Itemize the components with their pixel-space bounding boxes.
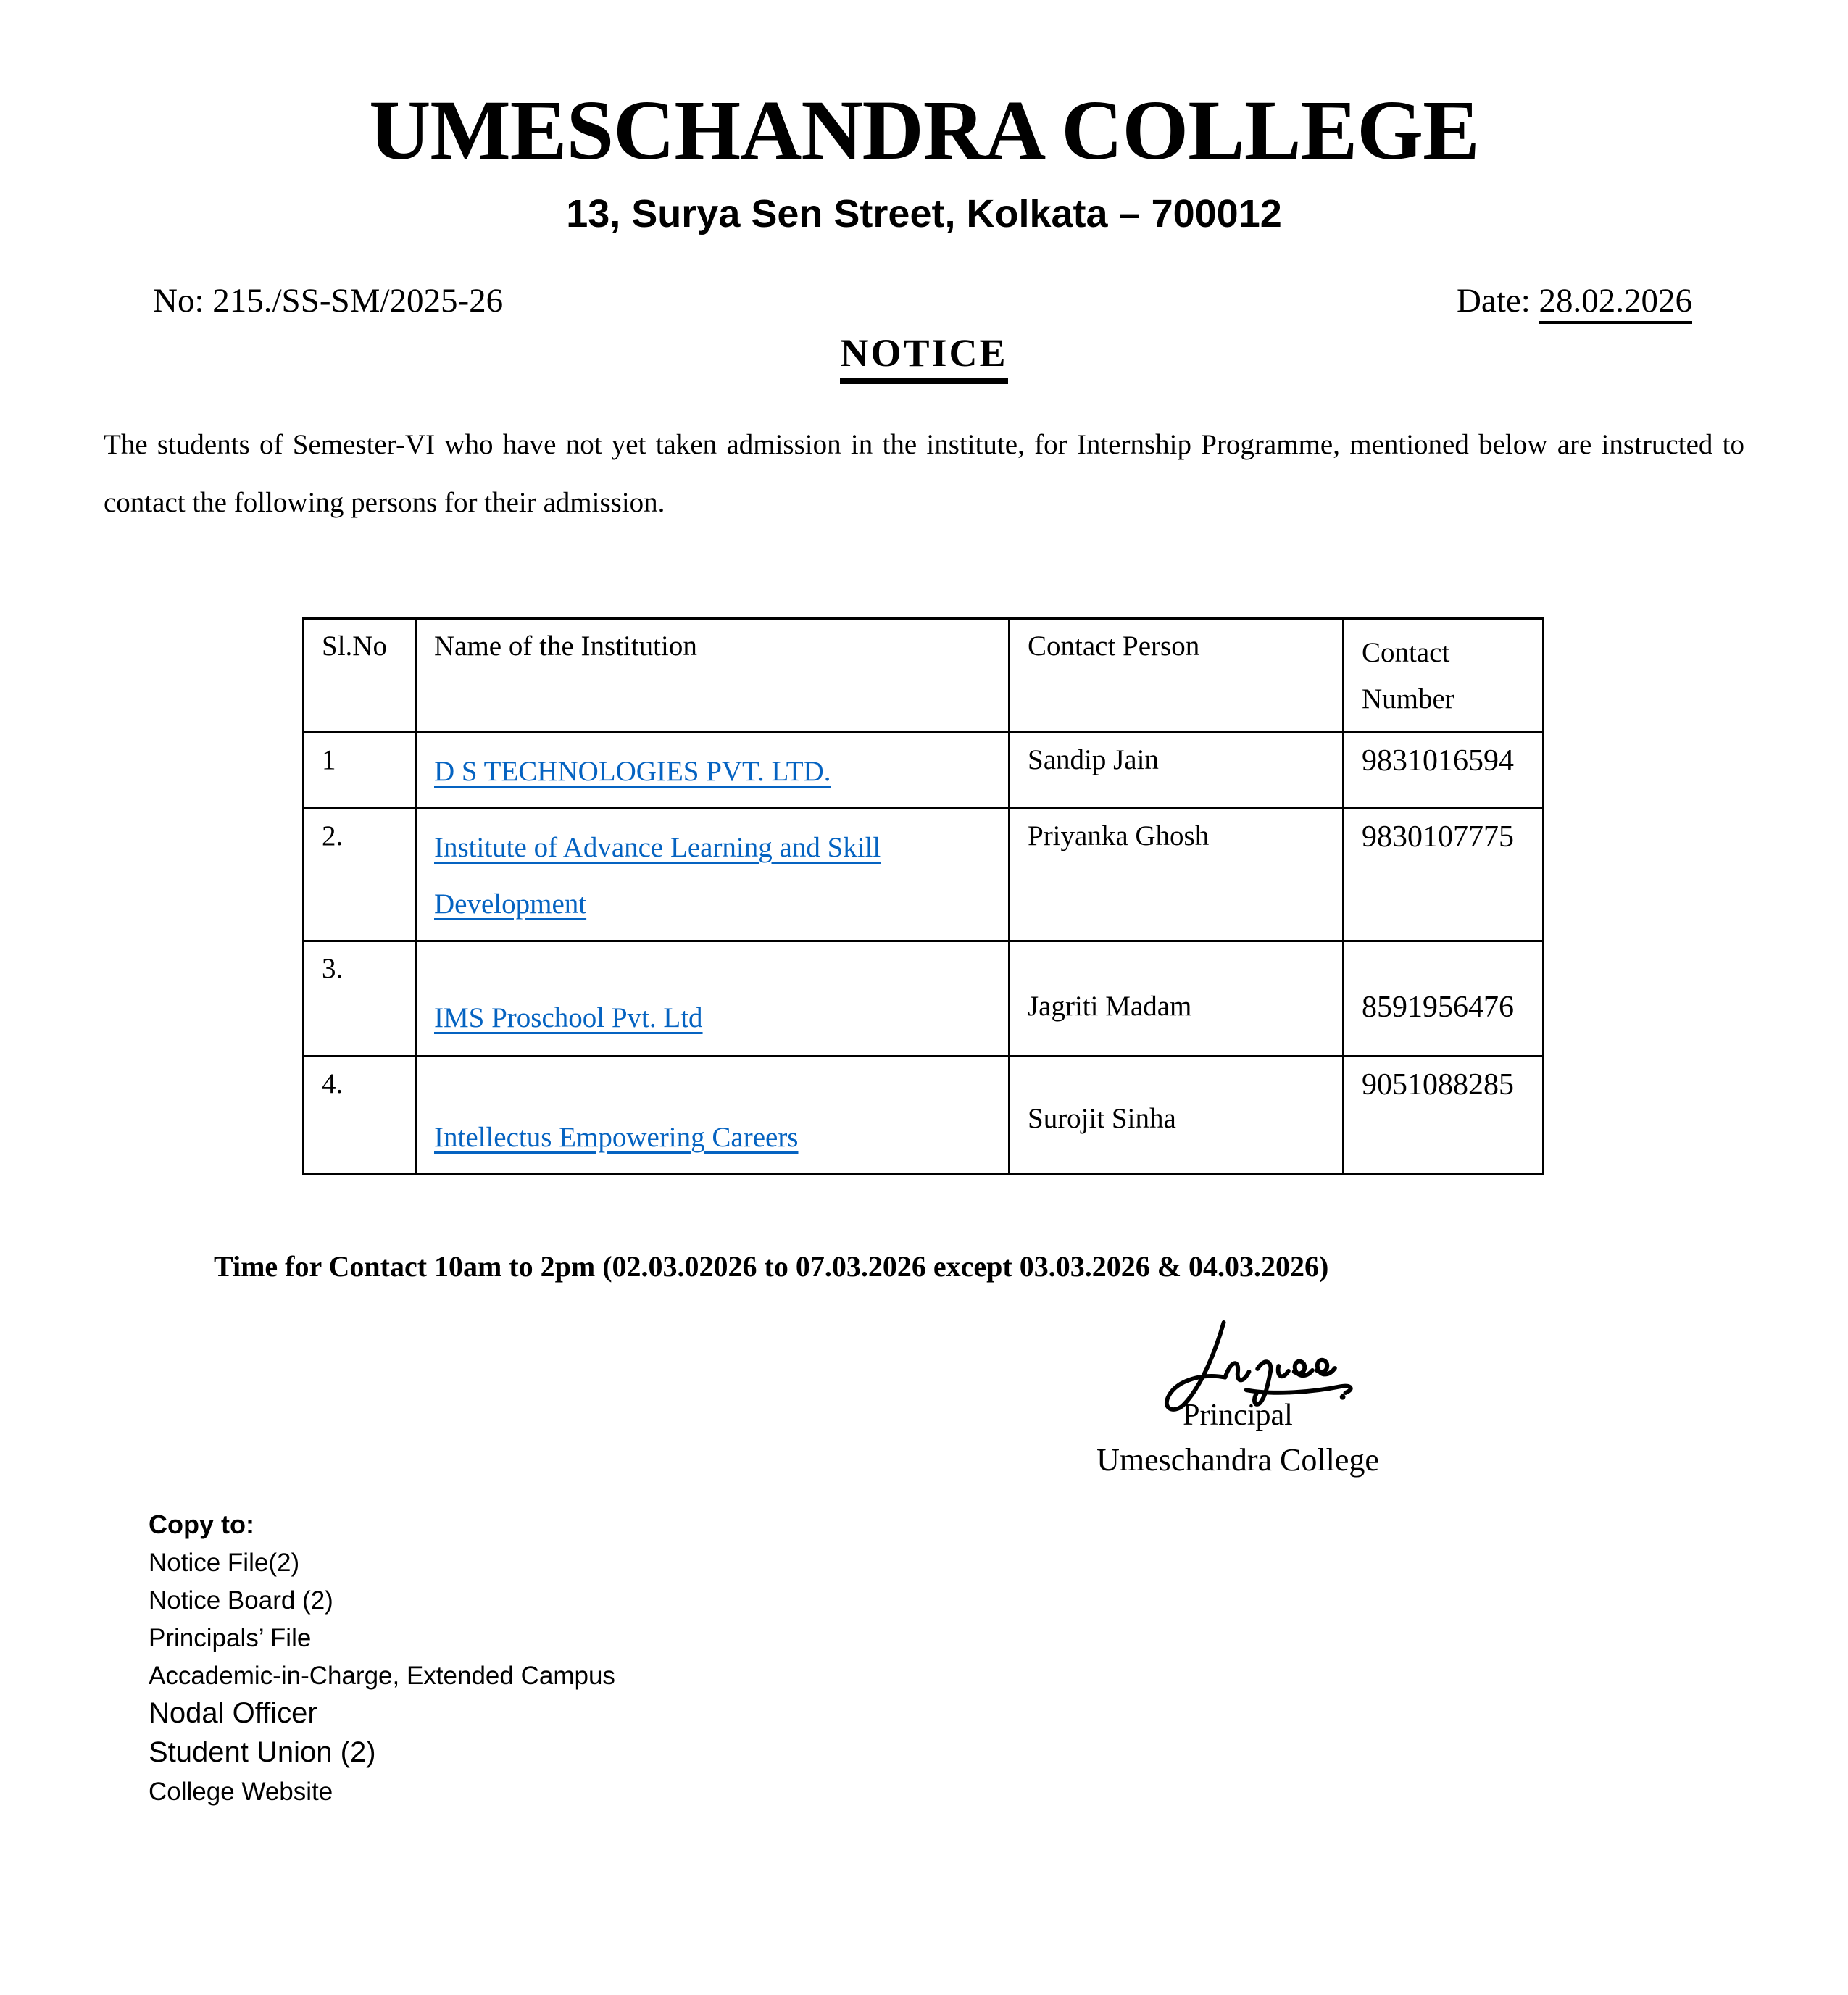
header-contact-person: Contact Person	[1010, 618, 1344, 732]
row-institution	[416, 732, 1010, 808]
contact-number-text: 9051088285	[1362, 1067, 1514, 1101]
reference-number: No: 215./SS-SM/2025-26	[153, 281, 504, 320]
row-contact-person	[1010, 732, 1344, 808]
copy-to-item: Nodal Officer	[149, 1696, 317, 1729]
signatory-title: Principal	[1183, 1398, 1293, 1432]
institution-link[interactable]: IMS Proschool Pvt. Ltd	[434, 1001, 703, 1033]
contact-time-line: Time for Contact 10am to 2pm (02.03.02026 to 07.03.2026 except 03.03.2026 & 04.03.2026)	[214, 1249, 1329, 1283]
college-name: UMESCHANDRA COLLEGE	[369, 83, 1479, 178]
table-row	[304, 941, 1544, 1056]
institution-link-wrap	[434, 744, 994, 800]
date-value: 28.02.2026	[1539, 282, 1693, 324]
copy-to-label: Copy to:	[149, 1509, 254, 1539]
copy-to-item: Accademic-in-Charge, Extended Campus	[149, 1661, 615, 1690]
row-contact-person	[1010, 808, 1344, 941]
meta-row	[104, 281, 1744, 320]
institution-link-wrap	[434, 990, 994, 1046]
header-slno: Sl.No	[304, 618, 416, 732]
contact-number-text: 9831016594	[1362, 744, 1514, 778]
row-contact-person	[1010, 1056, 1344, 1174]
copy-to-item: College Website	[149, 1777, 333, 1806]
contact-person-text: Jagriti Madam	[1028, 990, 1192, 1022]
signature-block	[1067, 1314, 1408, 1478]
row-institution	[416, 808, 1010, 941]
institution-link[interactable]: Intellectus Empowering Careers	[434, 1121, 799, 1153]
contact-table	[302, 617, 1544, 1175]
notice-title: NOTICE	[840, 330, 1007, 384]
row-slno: 1	[304, 732, 416, 808]
institution-link-wrap	[434, 820, 994, 933]
institution-link[interactable]: D S TECHNOLOGIES PVT. LTD.	[434, 755, 831, 787]
notice-body-paragraph: The students of Semester-VI who have not yet taken admission in the institute, for Internship Programme, mentioned below are instructed to contact the following persons for their admission.	[104, 428, 1744, 518]
row-institution	[416, 941, 1010, 1056]
college-address: 13, Surya Sen Street, Kolkata – 700012	[566, 191, 1282, 236]
table-header-row	[304, 618, 1544, 732]
contact-number-text: 9830107775	[1362, 820, 1514, 854]
copy-to-item: Principals’ File	[149, 1623, 312, 1652]
row-contact-person	[1010, 941, 1344, 1056]
contact-number-text: 8591956476	[1362, 990, 1514, 1024]
contact-person-text: Priyanka Ghosh	[1028, 820, 1210, 851]
copy-to-item: Notice File(2)	[149, 1548, 300, 1577]
row-institution	[416, 1056, 1010, 1174]
table-row	[304, 732, 1544, 808]
header-institution: Name of the Institution	[416, 618, 1010, 732]
date-label: Date:	[1456, 281, 1539, 320]
copy-to-section	[149, 1509, 1744, 1806]
row-slno: 3.	[304, 941, 416, 1056]
contact-table-head	[304, 618, 1544, 732]
signatory-organization: Umeschandra College	[1096, 1441, 1379, 1478]
row-slno: 2.	[304, 808, 416, 941]
table-row	[304, 1056, 1544, 1174]
institution-link[interactable]: Institute of Advance Learning and Skill Development	[434, 831, 881, 920]
copy-to-item: Notice Board (2)	[149, 1586, 333, 1615]
contact-person-text: Sandip Jain	[1028, 744, 1159, 775]
institution-link-wrap	[434, 1109, 994, 1166]
row-contact-number	[1344, 808, 1544, 941]
contact-table-body	[304, 732, 1544, 1174]
row-contact-number	[1344, 1056, 1544, 1174]
copy-to-item: Student Union (2)	[149, 1736, 376, 1768]
table-row	[304, 808, 1544, 941]
row-contact-number	[1344, 732, 1544, 808]
contact-person-text: Surojit Sinha	[1028, 1102, 1176, 1134]
notice-title-wrap	[104, 330, 1744, 384]
row-contact-number	[1344, 941, 1544, 1056]
header-contact-number: Contact Number	[1344, 618, 1544, 732]
row-slno: 4.	[304, 1056, 416, 1174]
date	[1457, 281, 1692, 320]
